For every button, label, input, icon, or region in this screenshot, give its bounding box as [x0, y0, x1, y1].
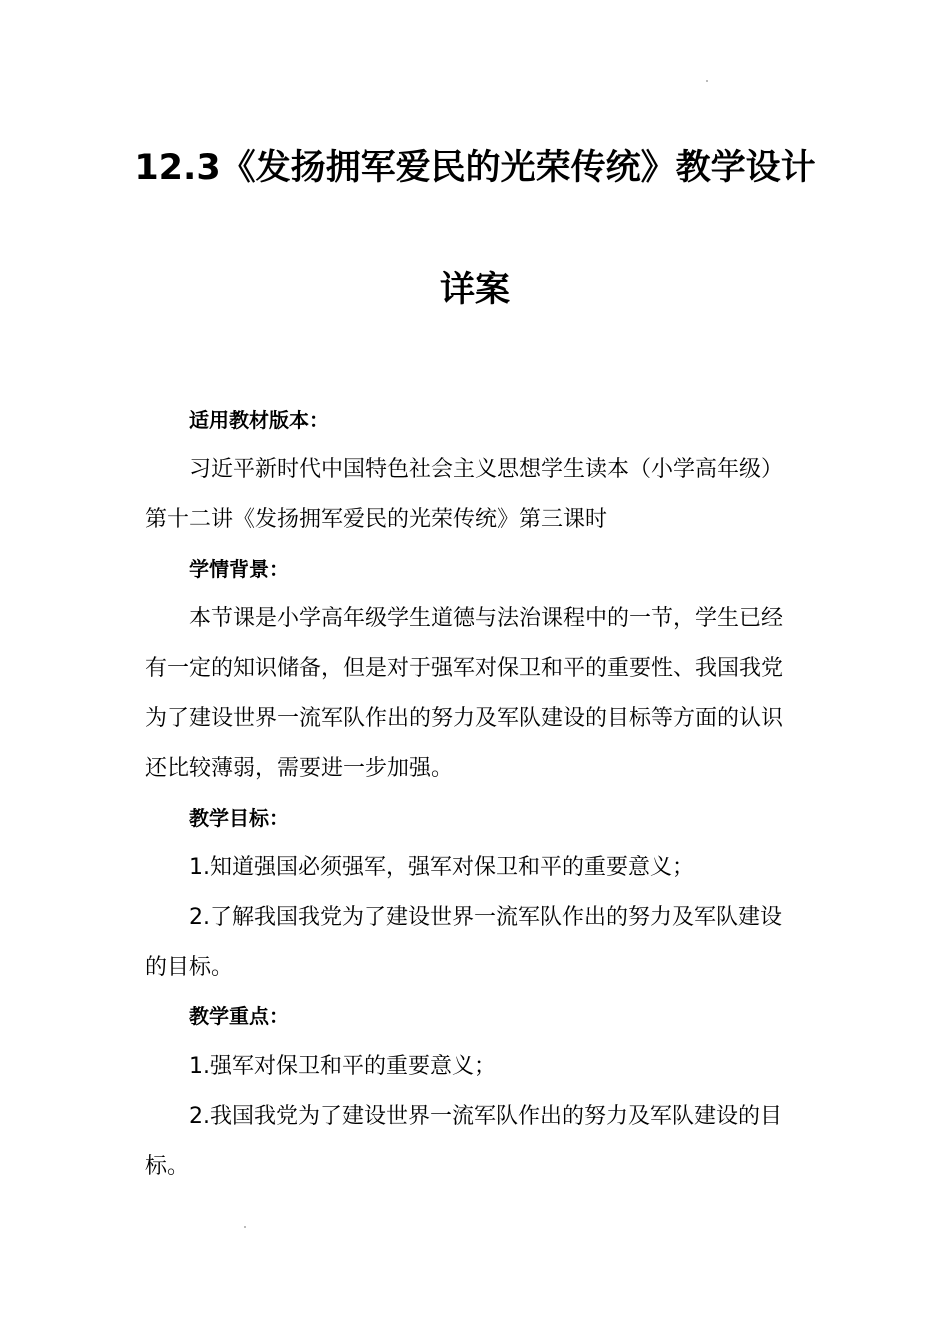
- list-item: 1.强军对保卫和平的重要意义；: [189, 1054, 496, 1079]
- paragraph-line: 还比较薄弱，需要进一步加强。: [145, 756, 454, 781]
- section-heading-teaching-focus: 教学重点：: [189, 1004, 289, 1028]
- paragraph-line: 第十二讲《发扬拥军爱民的光荣传统》第三课时: [145, 507, 608, 532]
- scan-speck: [244, 1226, 246, 1228]
- list-item-continuation: 标。: [145, 1154, 190, 1179]
- list-item-continuation: 的目标。: [145, 955, 234, 980]
- scan-speck: [706, 80, 708, 82]
- document-title-line-2: 详案: [439, 270, 510, 310]
- section-heading-learner-background: 学情背景：: [189, 557, 289, 581]
- section-heading-textbook-version: 适用教材版本：: [189, 408, 329, 432]
- paragraph-line: 有一定的知识储备，但是对于强军对保卫和平的重要性、我国我党: [145, 656, 784, 681]
- list-item: 2.我国我党为了建设世界一流军队作出的努力及军队建设的目: [189, 1104, 782, 1129]
- paragraph-line: 习近平新时代中国特色社会主义思想学生读本（小学高年级）: [189, 457, 784, 482]
- document-title-line-1: 12.3《发扬拥军爱民的光荣传统》教学设计: [134, 148, 816, 188]
- list-item: 1.知道强国必须强军，强军对保卫和平的重要意义；: [189, 855, 694, 880]
- paragraph-line: 为了建设世界一流军队作出的努力及军队建设的目标等方面的认识: [145, 706, 784, 731]
- paragraph-line: 本节课是小学高年级学生道德与法治课程中的一节，学生已经: [189, 606, 784, 631]
- list-item: 2.了解我国我党为了建设世界一流军队作出的努力及军队建设: [189, 905, 782, 930]
- section-heading-teaching-goals: 教学目标：: [189, 806, 289, 830]
